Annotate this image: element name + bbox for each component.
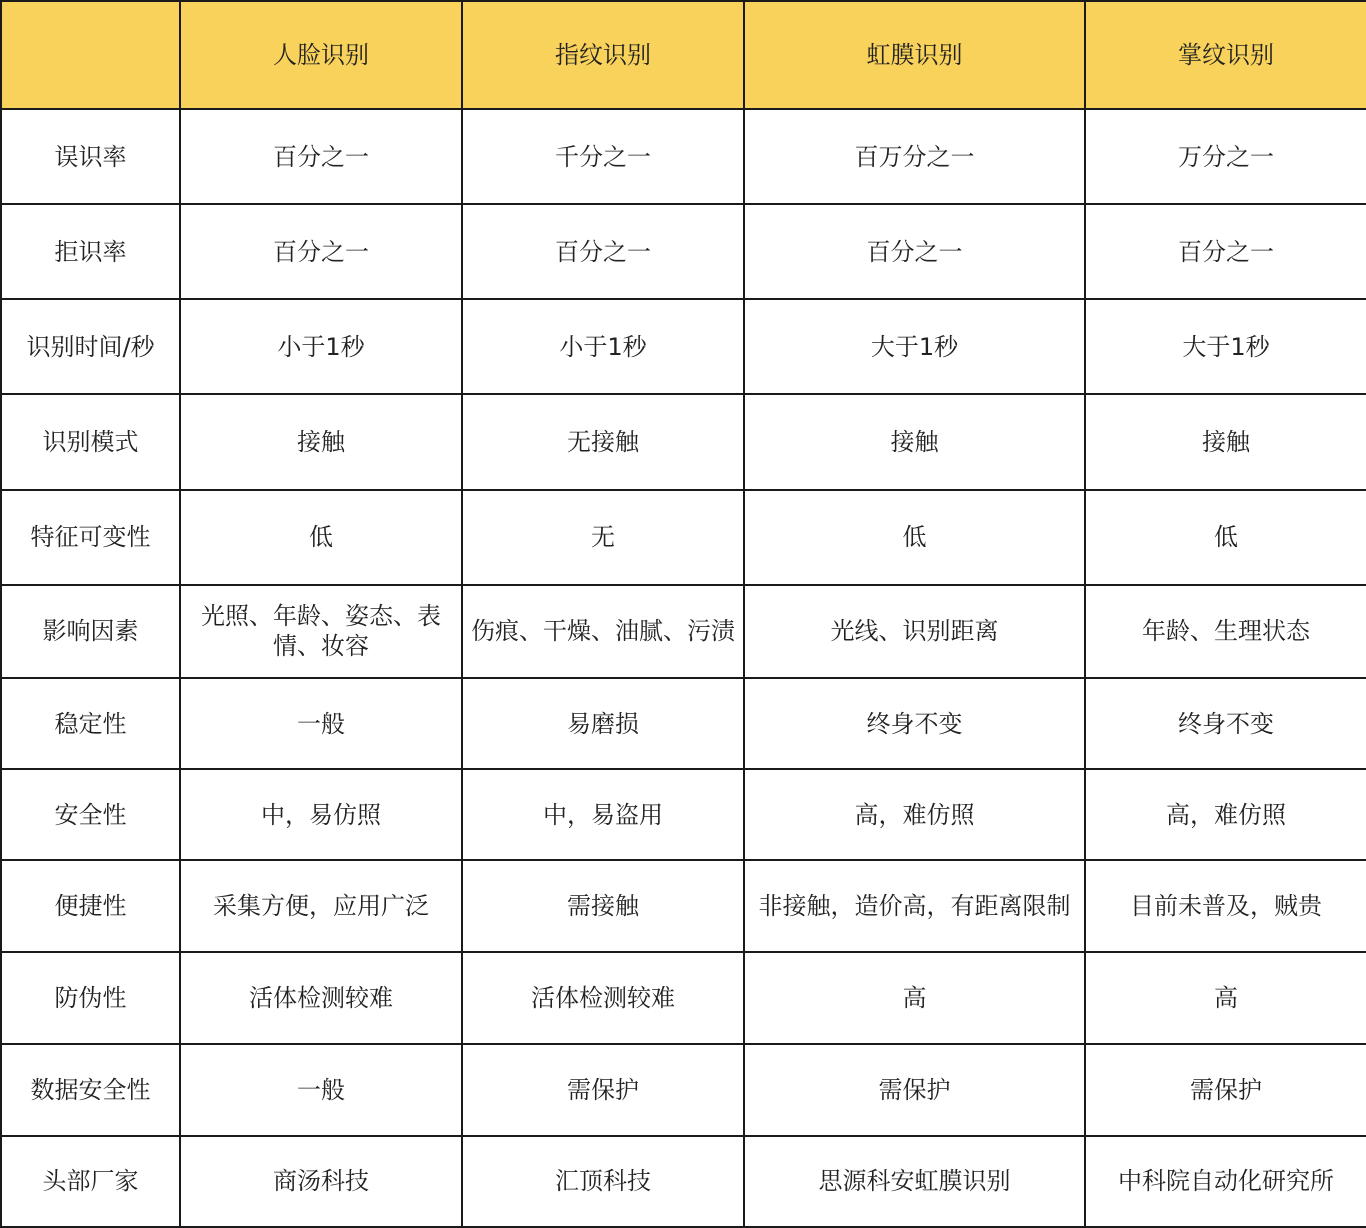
table-cell: 一般 bbox=[180, 1044, 462, 1136]
row-label: 拒识率 bbox=[1, 204, 180, 299]
header-corner-cell bbox=[1, 1, 180, 109]
table-cell: 百分之一 bbox=[744, 204, 1085, 299]
table-cell: 采集方便，应用广泛 bbox=[180, 860, 462, 952]
table-row bbox=[1, 394, 1366, 489]
table-cell: 百分之一 bbox=[462, 204, 744, 299]
table-row bbox=[1, 204, 1366, 299]
table-row bbox=[1, 769, 1366, 860]
table-cell: 高 bbox=[1085, 952, 1366, 1043]
table-cell: 一般 bbox=[180, 678, 462, 769]
table-cell: 需保护 bbox=[744, 1044, 1085, 1136]
table-cell: 伤痕、干燥、油腻、污渍 bbox=[462, 585, 744, 678]
table-row bbox=[1, 109, 1366, 204]
table-cell: 大于1秒 bbox=[744, 299, 1085, 394]
table-cell: 百分之一 bbox=[1085, 204, 1366, 299]
table-cell: 光线、识别距离 bbox=[744, 585, 1085, 678]
row-label: 识别模式 bbox=[1, 394, 180, 489]
table-header-row bbox=[1, 1, 1366, 109]
row-label: 安全性 bbox=[1, 769, 180, 860]
table-cell: 百分之一 bbox=[180, 204, 462, 299]
table-cell: 高 bbox=[744, 952, 1085, 1043]
table-cell: 需接触 bbox=[462, 860, 744, 952]
row-label: 防伪性 bbox=[1, 952, 180, 1043]
table-cell: 思源科安虹膜识别 bbox=[744, 1136, 1085, 1227]
header-iris-recognition: 虹膜识别 bbox=[744, 1, 1085, 109]
table-cell: 高，难仿照 bbox=[744, 769, 1085, 860]
table-cell: 需保护 bbox=[1085, 1044, 1366, 1136]
row-label: 数据安全性 bbox=[1, 1044, 180, 1136]
table-cell: 年龄、生理状态 bbox=[1085, 585, 1366, 678]
table-cell: 活体检测较难 bbox=[180, 952, 462, 1043]
row-label: 稳定性 bbox=[1, 678, 180, 769]
table-cell: 活体检测较难 bbox=[462, 952, 744, 1043]
table-cell: 无接触 bbox=[462, 394, 744, 489]
table-row bbox=[1, 952, 1366, 1043]
table-row bbox=[1, 678, 1366, 769]
table-cell: 终身不变 bbox=[744, 678, 1085, 769]
table-cell: 万分之一 bbox=[1085, 109, 1366, 204]
table-cell: 百万分之一 bbox=[744, 109, 1085, 204]
header-palmprint-recognition: 掌纹识别 bbox=[1085, 1, 1366, 109]
table-row bbox=[1, 1136, 1366, 1227]
row-label: 便捷性 bbox=[1, 860, 180, 952]
table-row bbox=[1, 490, 1366, 585]
table-cell: 易磨损 bbox=[462, 678, 744, 769]
table-row bbox=[1, 860, 1366, 952]
header-face-recognition: 人脸识别 bbox=[180, 1, 462, 109]
table-cell: 光照、年龄、姿态、表情、妆容 bbox=[180, 585, 462, 678]
table-cell: 无 bbox=[462, 490, 744, 585]
table-row bbox=[1, 585, 1366, 678]
header-fingerprint-recognition: 指纹识别 bbox=[462, 1, 744, 109]
table-cell: 中科院自动化研究所 bbox=[1085, 1136, 1366, 1227]
table-row bbox=[1, 299, 1366, 394]
table-cell: 非接触，造价高，有距离限制 bbox=[744, 860, 1085, 952]
table-cell: 千分之一 bbox=[462, 109, 744, 204]
row-label: 误识率 bbox=[1, 109, 180, 204]
table-cell: 大于1秒 bbox=[1085, 299, 1366, 394]
table-row bbox=[1, 1044, 1366, 1136]
table-cell: 目前未普及，贼贵 bbox=[1085, 860, 1366, 952]
table-cell: 中，易仿照 bbox=[180, 769, 462, 860]
row-label: 头部厂家 bbox=[1, 1136, 180, 1227]
table-cell: 接触 bbox=[1085, 394, 1366, 489]
table-cell: 商汤科技 bbox=[180, 1136, 462, 1227]
table-cell: 终身不变 bbox=[1085, 678, 1366, 769]
table-cell: 小于1秒 bbox=[462, 299, 744, 394]
table-cell: 小于1秒 bbox=[180, 299, 462, 394]
table-cell: 接触 bbox=[180, 394, 462, 489]
table-cell: 低 bbox=[1085, 490, 1366, 585]
table-cell: 低 bbox=[744, 490, 1085, 585]
table-cell: 高，难仿照 bbox=[1085, 769, 1366, 860]
row-label: 识别时间/秒 bbox=[1, 299, 180, 394]
row-label: 特征可变性 bbox=[1, 490, 180, 585]
table-cell: 低 bbox=[180, 490, 462, 585]
table-cell: 接触 bbox=[744, 394, 1085, 489]
table-cell: 汇顶科技 bbox=[462, 1136, 744, 1227]
row-label: 影响因素 bbox=[1, 585, 180, 678]
table-cell: 中，易盗用 bbox=[462, 769, 744, 860]
table-cell: 百分之一 bbox=[180, 109, 462, 204]
table-cell: 需保护 bbox=[462, 1044, 744, 1136]
